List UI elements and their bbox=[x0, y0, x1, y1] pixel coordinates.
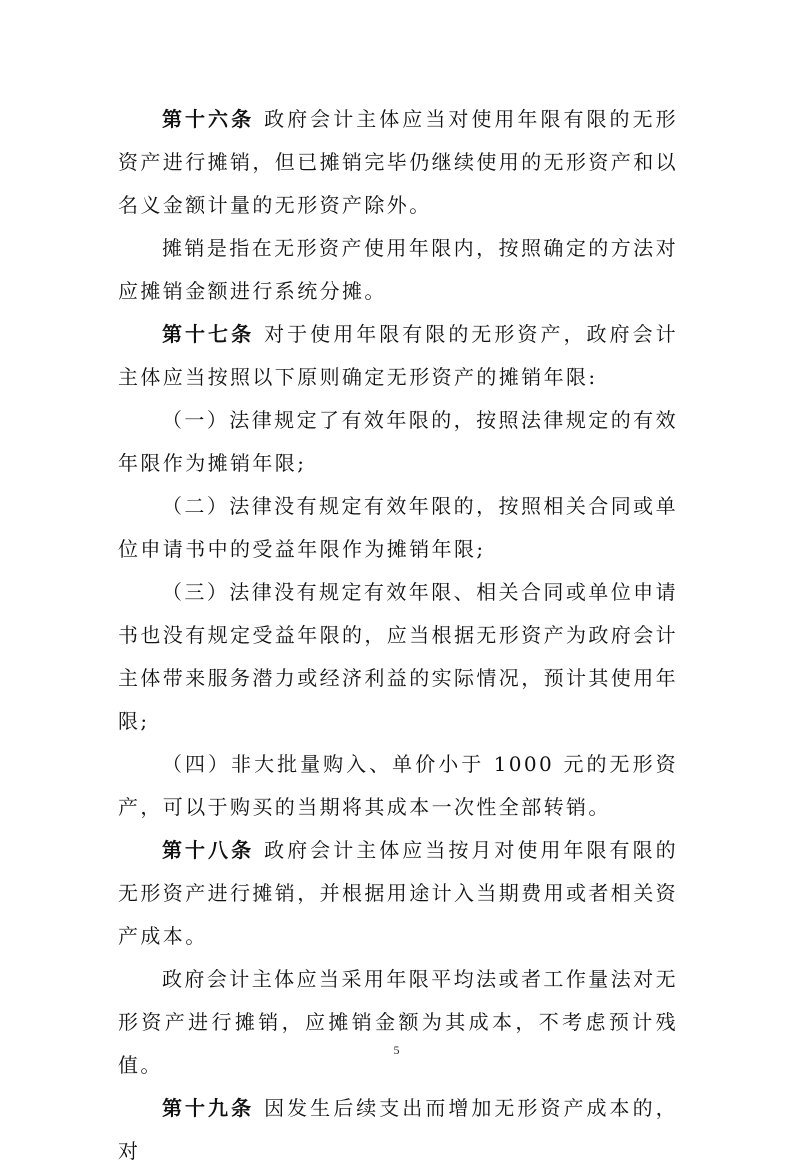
paragraph-article-18 bbox=[118, 829, 678, 958]
article-heading: 第十九条 bbox=[162, 1096, 255, 1120]
article-heading: 第十六条 bbox=[162, 107, 255, 131]
list-item-1 bbox=[118, 399, 678, 485]
body-text bbox=[118, 98, 678, 1173]
paragraph-text: 政府会计主体应当对使用年限有限的无形资产进行摊销，但已摊销完毕仍继续使用的无形资产和以名义金额计量的无形资产除外。 bbox=[118, 107, 679, 217]
paragraph-text: 政府会计主体应当采用年限平均法或者工作量法对无形资产进行摊销，应摊销金额为其成本，不考虑预计残值。 bbox=[118, 967, 678, 1077]
paragraph-article-17 bbox=[118, 313, 678, 399]
paragraph-text: （一）法律规定了有效年限的，按照法律规定的有效年限作为摊销年限; bbox=[118, 408, 678, 475]
article-heading: 第十七条 bbox=[162, 322, 255, 346]
paragraph-text: （三）法律没有规定有效年限、相关合同或单位申请书也没有规定受益年限的，应当根据无形资产为政府会计主体带来服务潜力或经济利益的实际情况，预计其使用年限; bbox=[118, 580, 678, 733]
list-item-2 bbox=[118, 485, 678, 571]
paragraph-text: （四）非大批量购入、单价小于 1000 元的无形资产，可以于购买的当期将其成本一次性全部转销。 bbox=[118, 752, 678, 819]
paragraph-text: （二）法律没有规定有效年限的，按照相关合同或单位申请书中的受益年限作为摊销年限; bbox=[118, 494, 678, 561]
paragraph-article-19 bbox=[118, 1087, 678, 1173]
paragraph-text: 因发生后续支出而增加无形资产成本的，对 bbox=[118, 1096, 679, 1163]
paragraph bbox=[118, 958, 678, 1087]
paragraph-text: 摊销是指在无形资产使用年限内，按照确定的方法对应摊销金额进行系统分摊。 bbox=[118, 236, 678, 303]
paragraph-text: 对于使用年限有限的无形资产，政府会计主体应当按照以下原则确定无形资产的摊销年限: bbox=[118, 322, 679, 389]
paragraph-text: 政府会计主体应当按月对使用年限有限的无形资产进行摊销，并根据用途计入当期费用或者相关资产成本。 bbox=[118, 838, 679, 948]
paragraph bbox=[118, 227, 678, 313]
paragraph-article-16 bbox=[118, 98, 678, 227]
list-item-3 bbox=[118, 571, 678, 743]
list-item-4 bbox=[118, 743, 678, 829]
article-heading: 第十八条 bbox=[162, 838, 255, 862]
page-number: 5 bbox=[393, 1043, 400, 1057]
